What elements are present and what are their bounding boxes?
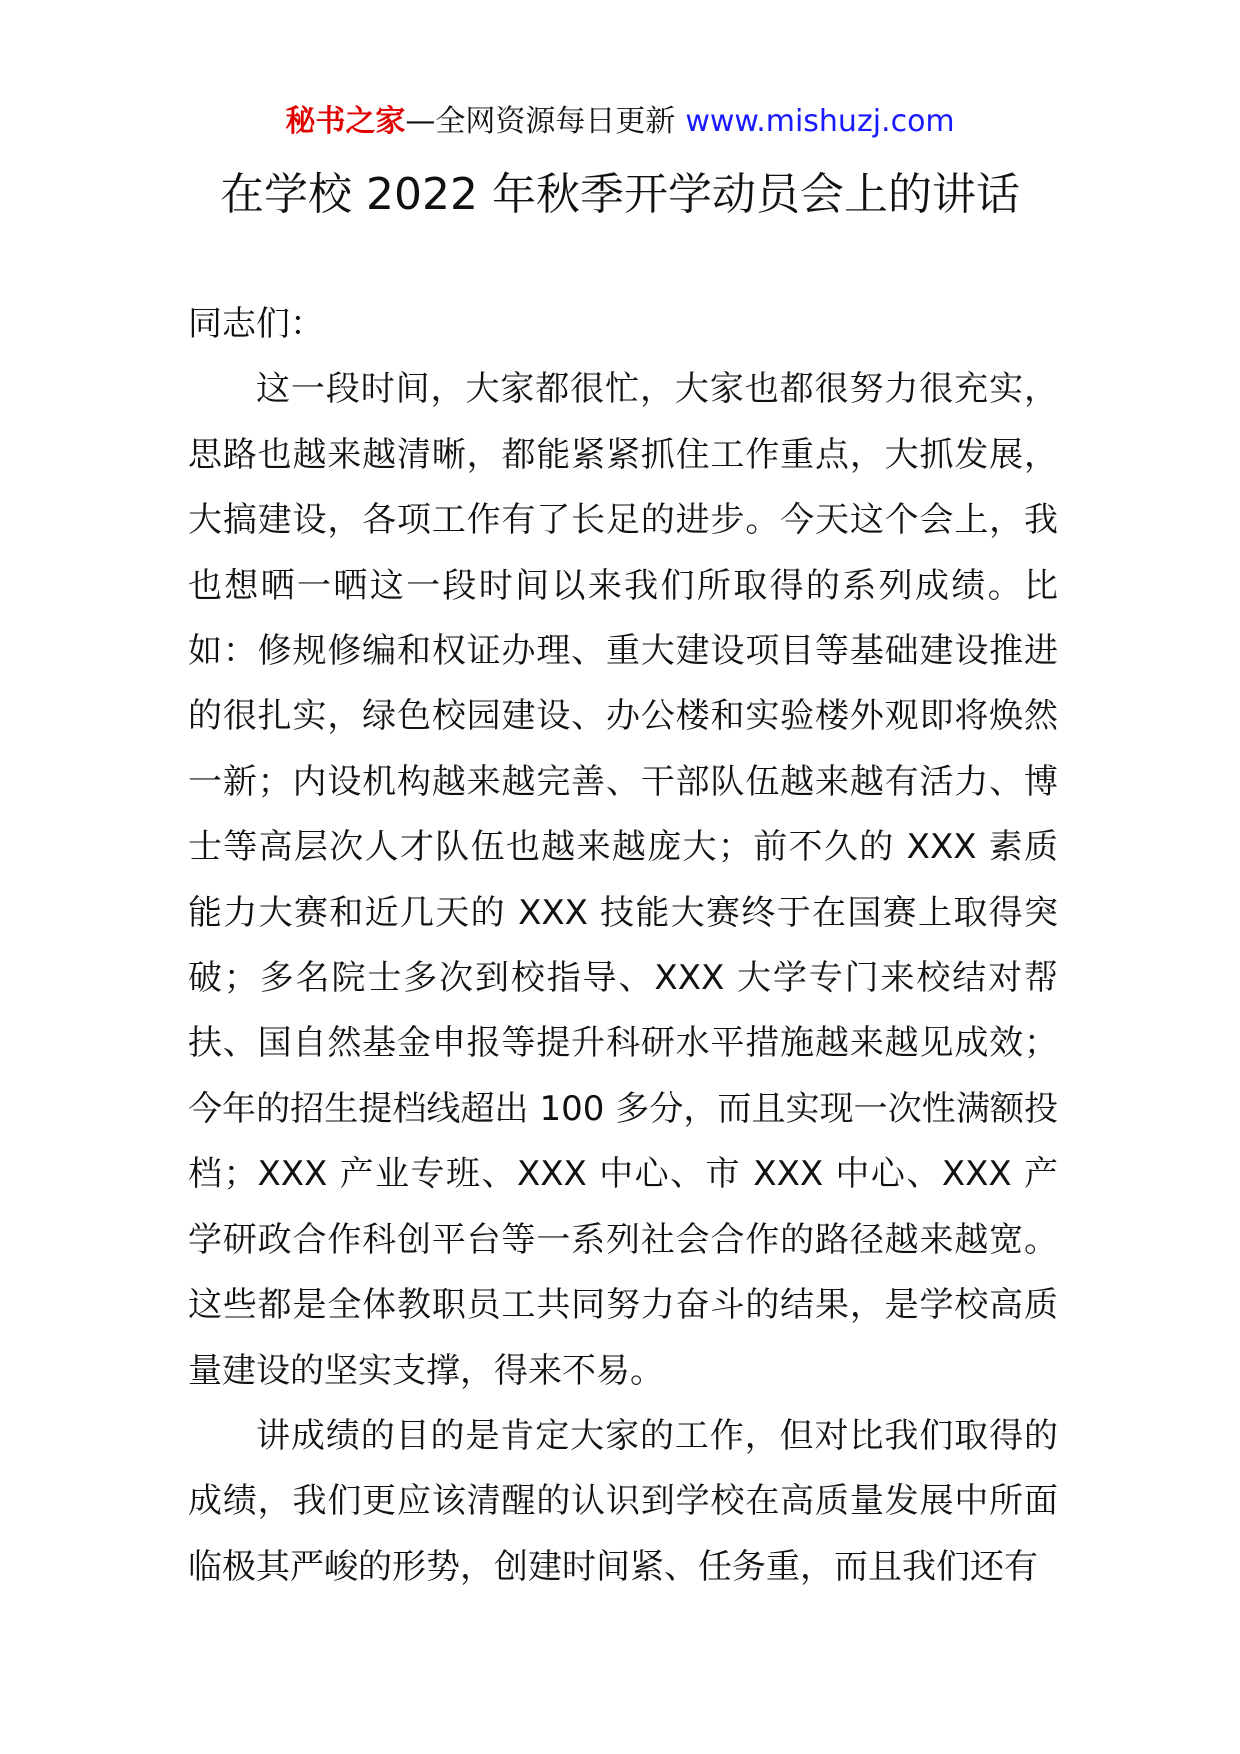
document-title: 在学校 2022 年秋季开学动员会上的讲话	[220, 169, 1020, 220]
brand-name: 秘书之家	[285, 104, 406, 139]
document-body	[188, 292, 1058, 1600]
site-url-link[interactable]: www.mishuzj.com	[685, 104, 955, 139]
body-paragraph: 这一段时间，大家都很忙，大家也都很努力很充实，思路也越来越清晰，都能紧紧抓住工作重点，大抓发展，大搞建设，各项工作有了长足的进步。今天这个会上，我也想晒一晒这一段时间以来我们所取得的系列成绩。比如：修规修编和权证办理、重大建设项目等基础建设推进的很扎实，绿色校园建设、办公楼和实验楼外观即将焕然一新；内设机构越来越完善、干部队伍越来越有活力、博士等高层次人才队伍也越来越庞大；前不久的 XXX 素质能力大赛和近几天的 XXX 技能大赛终于在国赛上取得突破；多名院士多次到校指导、XXX 大学专门来校结对帮扶、国自然基金申报等提升科研水平措施越来越见成效；今年的招生提档线超出 100 多分，而且实现一次性满额投档；XXX 产业专班、XXX 中心、市 XXX 中心、XXX 产学研政合作科创平台等一系列社会合作的路径越来越宽。这些都是全体教职员工共同努力奋斗的结果，是学校高质量建设的坚实支撑，得来不易。	[188, 369, 1058, 1391]
site-header	[0, 100, 1240, 144]
salutation: 同志们：	[188, 304, 324, 344]
header-tagline: —全网资源每日更新	[405, 104, 676, 139]
body-paragraph: 讲成绩的目的是肯定大家的工作，但对比我们取得的成绩，我们更应该清醒的认识到学校在高质量发展中所面临极其严峻的形势，创建时间紧、任务重，而且我们还有	[188, 1415, 1058, 1587]
